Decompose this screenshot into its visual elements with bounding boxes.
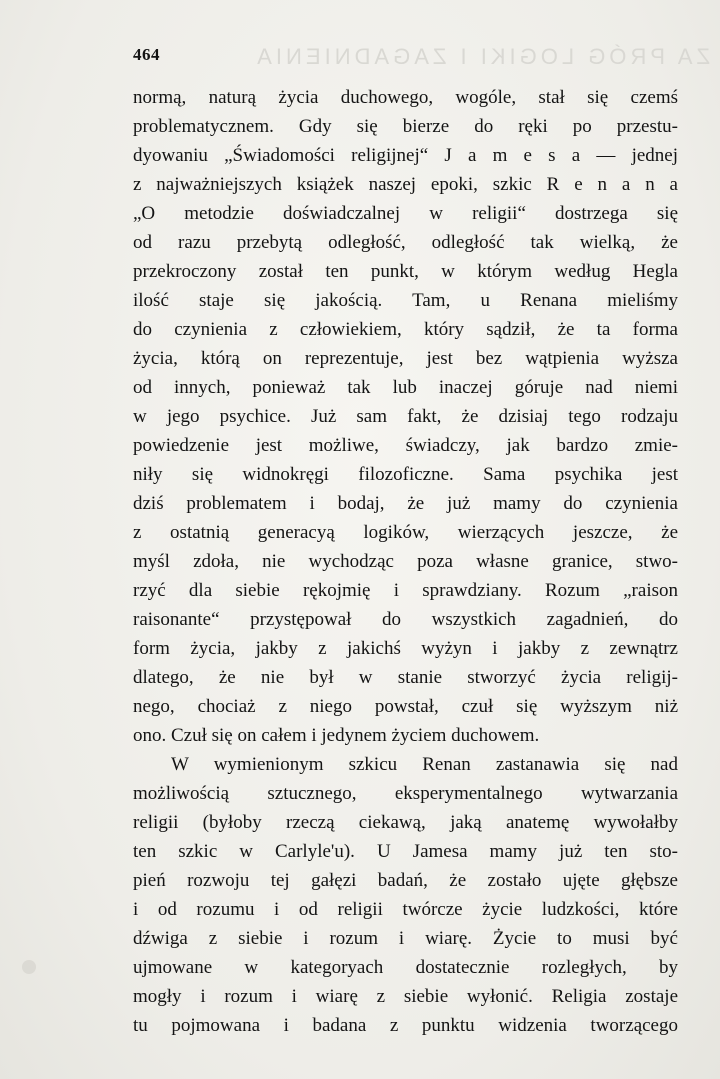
text-line: myśl zdoła, nie wychodząc poza własne granice, stwo- [133, 551, 678, 572]
text-line: od razu przebytą odległość, odległość tak wielką, że [133, 232, 678, 253]
text-line: tu pojmowana i badana z punktu widzenia tworzącego [133, 1015, 678, 1036]
text-line: i od rozumu i od religii twórcze życie ludzkości, które [133, 899, 678, 920]
text-line: religii (byłoby rzeczą ciekawą, jaką anatemę wywołałby [133, 812, 678, 833]
text-line: z najważniejszych książek naszej epoki, szkic R e n a n a [133, 174, 678, 195]
page-number: 464 [133, 45, 160, 64]
text-line: dźwiga z siebie i rozum i wiarę. Życie to musi być [133, 928, 678, 949]
text-line: dlatego, że nie był w stanie stworzyć życia religij- [133, 667, 678, 688]
bleed-through-header: ZA PRÓG LOGIKI I ZAGADNIENIA [253, 44, 710, 69]
text-line: w jego psychice. Już sam fakt, że dzisiaj tego rodzaju [133, 406, 678, 427]
paragraph-end-line: ono. Czuł się on całem i jedynem życiem duchowem. [133, 725, 540, 746]
text-line: „O metodzie doświadczalnej w religii“ dostrzega się [133, 203, 678, 224]
text-line: raisonante“ przystępował do wszystkich zagadnień, do [133, 609, 678, 630]
text-line: do czynienia z człowiekiem, który sądził, że ta forma [133, 319, 678, 340]
text-line: pień rozwoju tej gałęzi badań, że zostało ujęte głębsze [133, 870, 678, 891]
text-line: form życia, jakby z jakichś wyżyn i jakby z zewnątrz [133, 638, 678, 659]
text-line: życia, którą on reprezentuje, jest bez wątpienia wyższa [133, 348, 678, 369]
text-line: nego, chociaż z niego powstał, czuł się wyższym niż [133, 696, 678, 717]
text-line: problematycznem. Gdy się bierze do ręki po przestu- [133, 116, 678, 137]
text-line: powiedzenie jest możliwe, świadczy, jak bardzo zmie- [133, 435, 678, 456]
body-text [133, 83, 678, 1040]
text-line: mogły i rozum i wiarę z siebie wyłonić. Religia zostaje [133, 986, 678, 1007]
text-line: ujmowane w kategoryach dostatecznie rozległych, by [133, 957, 678, 978]
text-line: możliwością sztucznego, eksperymentalnego wytwarzania [133, 783, 678, 804]
paper-stain [22, 960, 36, 974]
text-line: niły się widnokręgi filozoficzne. Sama psychika jest [133, 464, 678, 485]
text-line: od innych, ponieważ tak lub inaczej góruje nad niemi [133, 377, 678, 398]
text-line: rzyć dla siebie rękojmię i sprawdziany. Rozum „raison [133, 580, 678, 601]
text-line: normą, naturą życia duchowego, wogóle, stał się czemś [133, 87, 678, 108]
text-line: dyowaniu „Świadomości religijnej“ J a m e s a — jednej [133, 145, 678, 166]
paragraph-start-line: W wymienionym szkicu Renan zastanawia się nad [171, 754, 678, 775]
text-line: ilość staje się jakością. Tam, u Renana mieliśmy [133, 290, 678, 311]
text-line: ten szkic w Carlyle'u). U Jamesa mamy już ten sto- [133, 841, 678, 862]
text-line: dziś problematem i bodaj, że już mamy do czynienia [133, 493, 678, 514]
text-line: przekroczony został ten punkt, w którym według Hegla [133, 261, 678, 282]
text-line: z ostatnią generacyą logików, wierzących jeszcze, że [133, 522, 678, 543]
